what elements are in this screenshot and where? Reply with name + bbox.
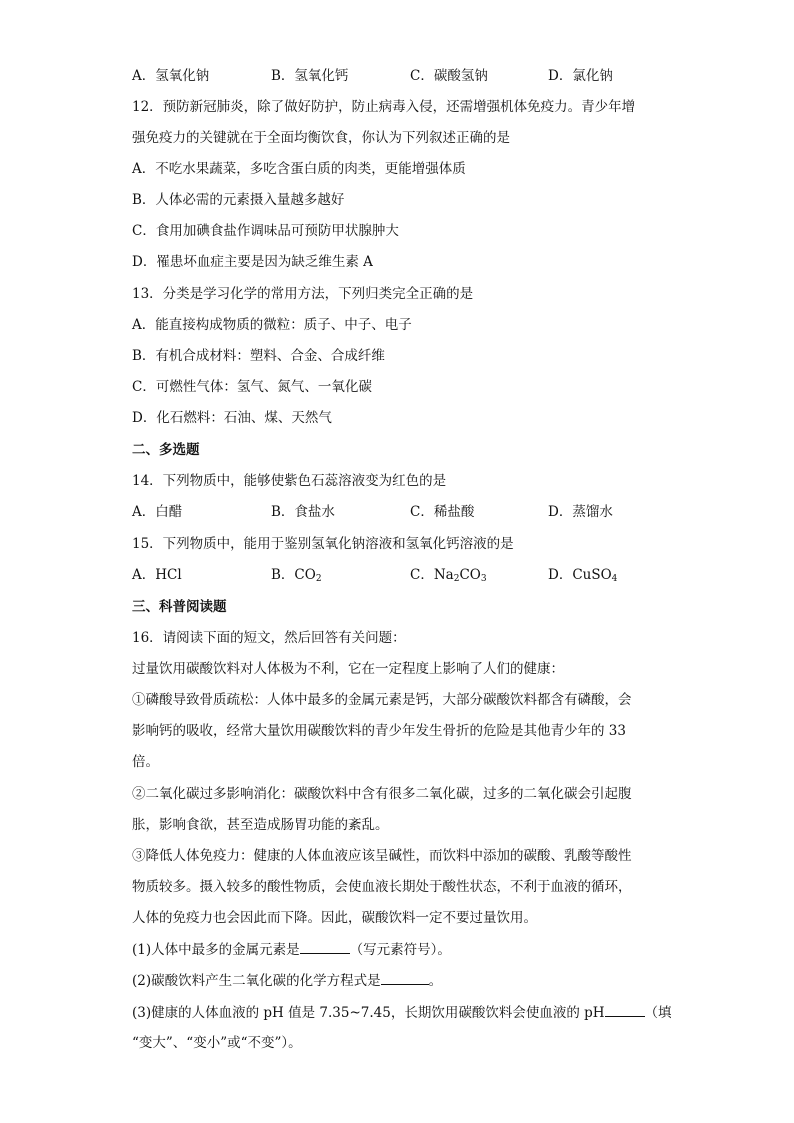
section-heading-multiple-choice: 二、多选题	[132, 442, 200, 458]
q12-option-d: D．罹患坏血症主要是因为缺乏维生素 A	[132, 254, 373, 270]
q14-option-a: A．白醋	[132, 504, 183, 520]
q14-option-c: C．稀盐酸	[410, 504, 475, 520]
q16-subquestion-3	[132, 1002, 672, 1023]
q16-sub2-text-after: 。	[428, 973, 443, 989]
q16-para3-line1: ③降低人体免疫力：健康的人体血液应该呈碱性，而饮料中添加的碳酸、乳酸等酸性	[132, 848, 632, 864]
q16-subquestion-3-line2: “变大”、“变小”或“不变”）。	[132, 1035, 302, 1051]
q15-option-d	[548, 565, 617, 585]
q16-sub1-answer-blank[interactable]	[300, 939, 350, 954]
q16-sub3-text: (3)健康的人体血液的 pH 值是 7.35~7.45，长期饮用碳酸饮料会使血液的 pH	[132, 1005, 605, 1021]
q15-option-b	[271, 565, 322, 585]
q14-stem: 14．下列物质中，能够使紫色石蕊溶液变为红色的是	[132, 473, 447, 489]
q15-option-b-subscript: 2	[315, 574, 322, 584]
q15-stem: 15．下列物质中，能用于鉴别氢氧化钠溶液和氢氧化钙溶液的是	[132, 536, 514, 552]
q15-option-a: A．HCl	[132, 567, 182, 583]
q15-option-c-subscript2: 3	[480, 574, 487, 584]
q16-sub1-text-after: （写元素符号）。	[349, 942, 451, 958]
q11-option-b: B．氢氧化钙	[271, 68, 349, 84]
q11-option-c: C．碳酸氢钠	[410, 68, 488, 84]
q16-para2-line1: ②二氧化碳过多影响消化：碳酸饮料中含有很多二氧化碳，过多的二氧化碳会引起腹	[132, 786, 632, 802]
q15-option-c-text2: CO	[459, 567, 481, 583]
q13-option-d: D．化石燃料：石油、煤、天然气	[132, 410, 332, 426]
q14-option-b: B．食盐水	[271, 504, 335, 520]
q16-para3-line2: 物质较多。摄入较多的酸性物质，会使血液长期处于酸性状态，不利于血液的循环，	[132, 879, 632, 895]
q15-options	[132, 565, 632, 585]
q12-option-b: B．人体必需的元素摄入量越多越好	[132, 192, 345, 208]
q16-sub3-text-after: （填	[644, 1005, 672, 1021]
section-heading-reading: 三、科普阅读题	[132, 599, 227, 615]
q11-option-d: D．氯化钠	[548, 68, 613, 84]
q16-sub1-text: (1)人体中最多的金属元素是	[132, 942, 300, 958]
q12-option-c: C．食用加碘食盐作调味品可预防甲状腺肿大	[132, 223, 399, 239]
q11-option-a: A．氢氧化钠	[132, 68, 210, 84]
q16-para1-line3: 倍。	[132, 754, 159, 770]
q16-para3-line3: 人体的免疫力也会因此而下降。因此，碳酸饮料一定不要过量饮用。	[132, 910, 537, 926]
q16-para2-line2: 胀，影响食欲，甚至造成肠胃功能的紊乱。	[132, 817, 389, 833]
q16-sub2-text: (2)碳酸饮料产生二氧化碳的化学方程式是	[132, 973, 381, 989]
q16-sub2-answer-blank[interactable]	[381, 970, 429, 985]
q16-subquestion-2	[132, 970, 442, 991]
q12-stem-line1: 12．预防新冠肺炎，除了做好防护，防止病毒入侵，还需增强机体免疫力。青少年增	[132, 99, 636, 115]
q16-stem: 16．请阅读下面的短文，然后回答有关问题：	[132, 630, 406, 646]
q15-option-d-subscript: 4	[611, 574, 618, 584]
q15-option-c-subscript1: 2	[453, 574, 460, 584]
q16-para1-line1: ①磷酸导致骨质疏松：人体中最多的金属元素是钙，大部分碳酸饮料都含有磷酸，会	[132, 692, 632, 708]
q13-stem: 13．分类是学习化学的常用方法，下列归类完全正确的是	[132, 286, 474, 302]
q15-option-b-text: B．CO	[271, 567, 316, 583]
q14-options	[132, 502, 632, 522]
q13-option-b: B．有机合成材料：塑料、合金、合成纤维	[132, 348, 385, 364]
q16-intro: 过量饮用碳酸饮料对人体极为不利，它在一定程度上影响了人们的健康：	[132, 661, 564, 677]
q16-para1-line2: 影响钙的吸收，经常大量饮用碳酸饮料的青少年发生骨折的危险是其他青少年的 33	[132, 723, 626, 739]
q12-stem-line2: 强免疫力的关键就在于全面均衡饮食，你认为下列叙述正确的是	[132, 130, 510, 146]
q16-subquestion-1	[132, 939, 451, 960]
q15-option-d-text: D．CuSO	[548, 567, 612, 583]
q12-option-a: A．不吃水果蔬菜，多吃含蛋白质的肉类，更能增强体质	[132, 161, 466, 177]
q15-option-c-text1: C．Na	[410, 567, 454, 583]
q15-option-c	[410, 565, 487, 585]
q13-option-c: C．可燃性气体：氢气、氮气、一氧化碳	[132, 379, 372, 395]
q13-option-a: A．能直接构成物质的微粒：质子、中子、电子	[132, 317, 412, 333]
q14-option-d: D．蒸馏水	[548, 504, 613, 520]
q11-options	[132, 66, 632, 86]
q16-sub3-answer-blank[interactable]	[605, 1002, 645, 1017]
